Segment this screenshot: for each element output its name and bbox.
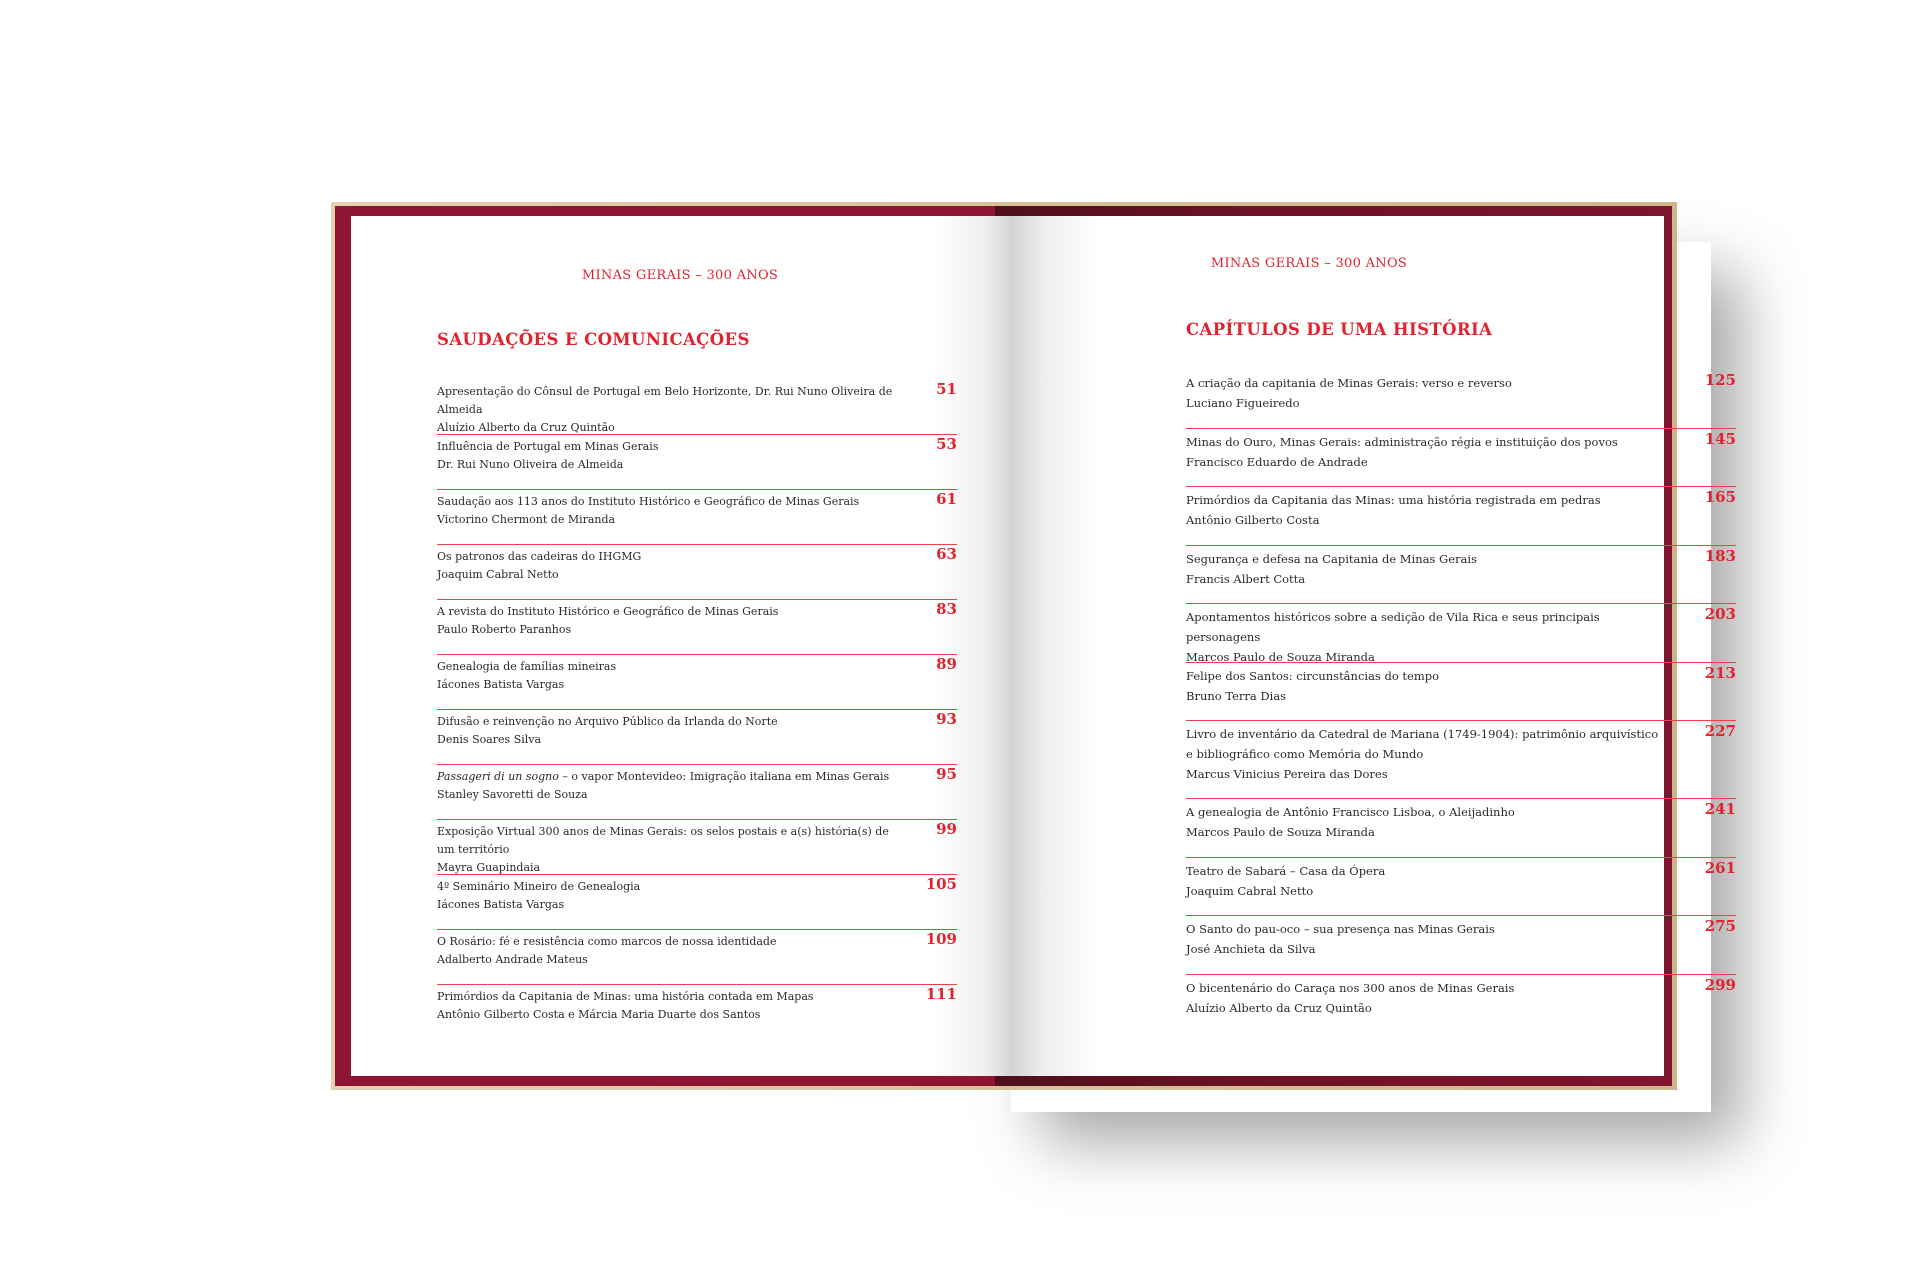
entry-title: Felipe dos Santos: circunstâncias do tempo <box>1186 668 1440 683</box>
entry-author: Luciano Figueiredo <box>1186 396 1300 410</box>
toc-entry[interactable] <box>1186 546 1736 605</box>
entry-author: Francis Albert Cotta <box>1186 571 1306 586</box>
entry-title: A revista do Instituto Histórico e Geográfico de Minas Gerais <box>437 605 779 618</box>
left-toc <box>437 380 957 1040</box>
entry-page-number: 241 <box>1704 800 1736 818</box>
entry-title: Influência de Portugal em Minas Gerais <box>437 440 659 453</box>
open-book <box>331 202 1736 1090</box>
toc-entry[interactable] <box>1186 975 1736 1034</box>
entry-title: O bicentenário do Caraça nos 300 anos de Minas Gerais <box>1186 980 1515 995</box>
right-section-title: CAPÍTULOS DE UMA HISTÓRIA <box>1186 320 1493 339</box>
entry-page-number: 105 <box>925 875 957 893</box>
toc-entry[interactable] <box>437 765 957 820</box>
entry-title: 4º Seminário Mineiro de Genealogia <box>437 880 641 893</box>
toc-entry[interactable] <box>1186 858 1736 917</box>
entry-page-number: 93 <box>936 710 957 728</box>
toc-entry[interactable] <box>1186 721 1736 799</box>
entry-title: Apresentação do Cônsul de Portugal em Belo Horizonte, Dr. Rui Nuno Oliveira de Almeida <box>437 385 893 416</box>
entry-title: O Santo do pau-oco – sua presença nas Minas Gerais <box>1186 922 1495 936</box>
entry-page-number: 275 <box>1704 917 1736 935</box>
entry-title-italic: Passageri di un sogno <box>437 770 559 783</box>
entry-page-number: 111 <box>925 985 957 1003</box>
toc-entry[interactable] <box>437 435 957 490</box>
entry-page-number: 165 <box>1704 488 1736 506</box>
entry-title: Genealogia de famílias mineiras <box>437 660 617 673</box>
right-toc <box>1186 370 1736 1033</box>
entry-page-number: 299 <box>1704 975 1736 994</box>
entry-title: Os patronos das cadeiras do IHGMG <box>437 550 642 563</box>
entry-title <box>437 768 957 786</box>
toc-entry[interactable] <box>437 380 957 435</box>
entry-title: Primórdios da Capitania de Minas: uma história contada em Mapas <box>437 990 814 1003</box>
toc-entry[interactable] <box>437 930 957 985</box>
entry-page-number: 145 <box>1704 429 1736 448</box>
toc-entry[interactable] <box>437 490 957 545</box>
entry-author: Dr. Rui Nuno Oliveira de Almeida <box>437 458 624 471</box>
toc-entry[interactable] <box>1186 429 1736 488</box>
entry-page-number: 183 <box>1704 546 1736 565</box>
entry-title: Exposição Virtual 300 anos de Minas Gerais: os selos postais e a(s) história(s) de um território <box>437 825 889 856</box>
entry-author: Marcus Vinicius Pereira das Dores <box>1186 767 1388 781</box>
entry-author: Denis Soares Silva <box>437 733 542 746</box>
entry-title: A genealogia de Antônio Francisco Lisboa, o Aleijadinho <box>1186 805 1515 819</box>
entry-author: Francisco Eduardo de Andrade <box>1186 454 1368 469</box>
entry-title: O Rosário: fé e resistência como marcos de nossa identidade <box>437 935 777 948</box>
toc-entry[interactable] <box>1186 487 1736 546</box>
entry-author: Marcos Paulo de Souza Miranda <box>1186 650 1375 664</box>
entry-title: Difusão e reinvenção no Arquivo Público da Irlanda do Norte <box>437 715 778 728</box>
toc-entry[interactable] <box>1186 663 1736 722</box>
entry-title: Apontamentos históricos sobre a sedição de Vila Rica e seus principais personagens <box>1186 610 1600 644</box>
entry-author: Stanley Savoretti de Souza <box>437 788 588 801</box>
entry-page-number: 63 <box>936 545 957 563</box>
entry-page-number: 125 <box>1704 371 1736 389</box>
entry-author: Mayra Guapindaia <box>437 861 541 874</box>
toc-entry[interactable] <box>1186 799 1736 858</box>
left-running-head: MINAS GERAIS – 300 ANOS <box>581 268 779 283</box>
entry-author: Iácones Batista Vargas <box>437 678 565 691</box>
entry-page-number: 99 <box>936 820 957 838</box>
entry-page-number: 89 <box>936 655 957 673</box>
left-section-title: SAUDAÇÕES E COMUNICAÇÕES <box>437 330 750 349</box>
toc-entry[interactable] <box>1186 370 1736 429</box>
entry-title: Minas do Ouro, Minas Gerais: administração régia e instituição dos povos <box>1186 434 1618 449</box>
entry-page-number: 61 <box>936 490 957 508</box>
entry-page-number: 213 <box>1704 663 1736 682</box>
entry-title: Saudação aos 113 anos do Instituto Histórico e Geográfico de Minas Gerais <box>437 495 860 508</box>
entry-author: Antônio Gilberto Costa <box>1186 513 1320 527</box>
entry-title: Primórdios da Capitania das Minas: uma história registrada em pedras <box>1186 493 1601 507</box>
entry-title: Segurança e defesa na Capitania de Minas Gerais <box>1186 551 1477 566</box>
toc-entry[interactable] <box>1186 916 1736 975</box>
entry-author: Bruno Terra Dias <box>1186 688 1287 703</box>
toc-entry[interactable] <box>437 655 957 710</box>
entry-author: Aluízio Alberto da Cruz Quintão <box>1186 1000 1372 1015</box>
entry-page-number: 261 <box>1704 858 1736 877</box>
entry-author: Marcos Paulo de Souza Miranda <box>1186 825 1375 839</box>
entry-title-rest: – o vapor Montevideo: Imigração italiana em Minas Gerais <box>558 770 890 783</box>
entry-page-number: 203 <box>1704 605 1736 623</box>
entry-page-number: 227 <box>1704 722 1736 740</box>
entry-author: Aluízio Alberto da Cruz Quintão <box>437 421 615 434</box>
entry-author: Victorino Chermont de Miranda <box>437 513 616 526</box>
entry-author: Antônio Gilberto Costa e Márcia Maria Duarte dos Santos <box>437 1008 761 1021</box>
toc-entry[interactable] <box>1186 604 1736 663</box>
entry-author: Paulo Roberto Paranhos <box>437 623 572 636</box>
entry-author: Joaquim Cabral Netto <box>1186 883 1314 898</box>
entry-page-number: 95 <box>936 765 957 783</box>
entry-page-number: 53 <box>936 435 957 453</box>
toc-entry[interactable] <box>437 600 957 655</box>
right-page <box>1009 216 1736 1076</box>
entry-author: Adalberto Andrade Mateus <box>437 953 588 966</box>
entry-author: Iácones Batista Vargas <box>437 898 565 911</box>
toc-entry[interactable] <box>437 545 957 600</box>
book-cover <box>331 202 1736 1090</box>
entry-title: A criação da capitania de Minas Gerais: verso e reverso <box>1186 376 1512 390</box>
left-page <box>351 216 1009 1076</box>
entry-title: Teatro de Sabará – Casa da Ópera <box>1186 863 1386 878</box>
entry-page-number: 83 <box>936 600 957 618</box>
toc-entry[interactable] <box>437 875 957 930</box>
right-running-head: MINAS GERAIS – 300 ANOS <box>1210 256 1408 271</box>
entry-author: José Anchieta da Silva <box>1186 942 1316 956</box>
entry-title: Livro de inventário da Catedral de Mariana (1749-1904): patrimônio arquivístico <box>1186 727 1659 741</box>
entry-page-number: 109 <box>925 930 957 948</box>
entry-author: Joaquim Cabral Netto <box>437 568 559 581</box>
toc-entry[interactable] <box>437 985 957 1040</box>
entry-page-number: 51 <box>936 380 957 398</box>
toc-entry[interactable] <box>437 820 957 875</box>
toc-entry[interactable] <box>437 710 957 765</box>
entry-title-line-2: e bibliográfico como Memória do Mundo <box>1186 747 1424 761</box>
